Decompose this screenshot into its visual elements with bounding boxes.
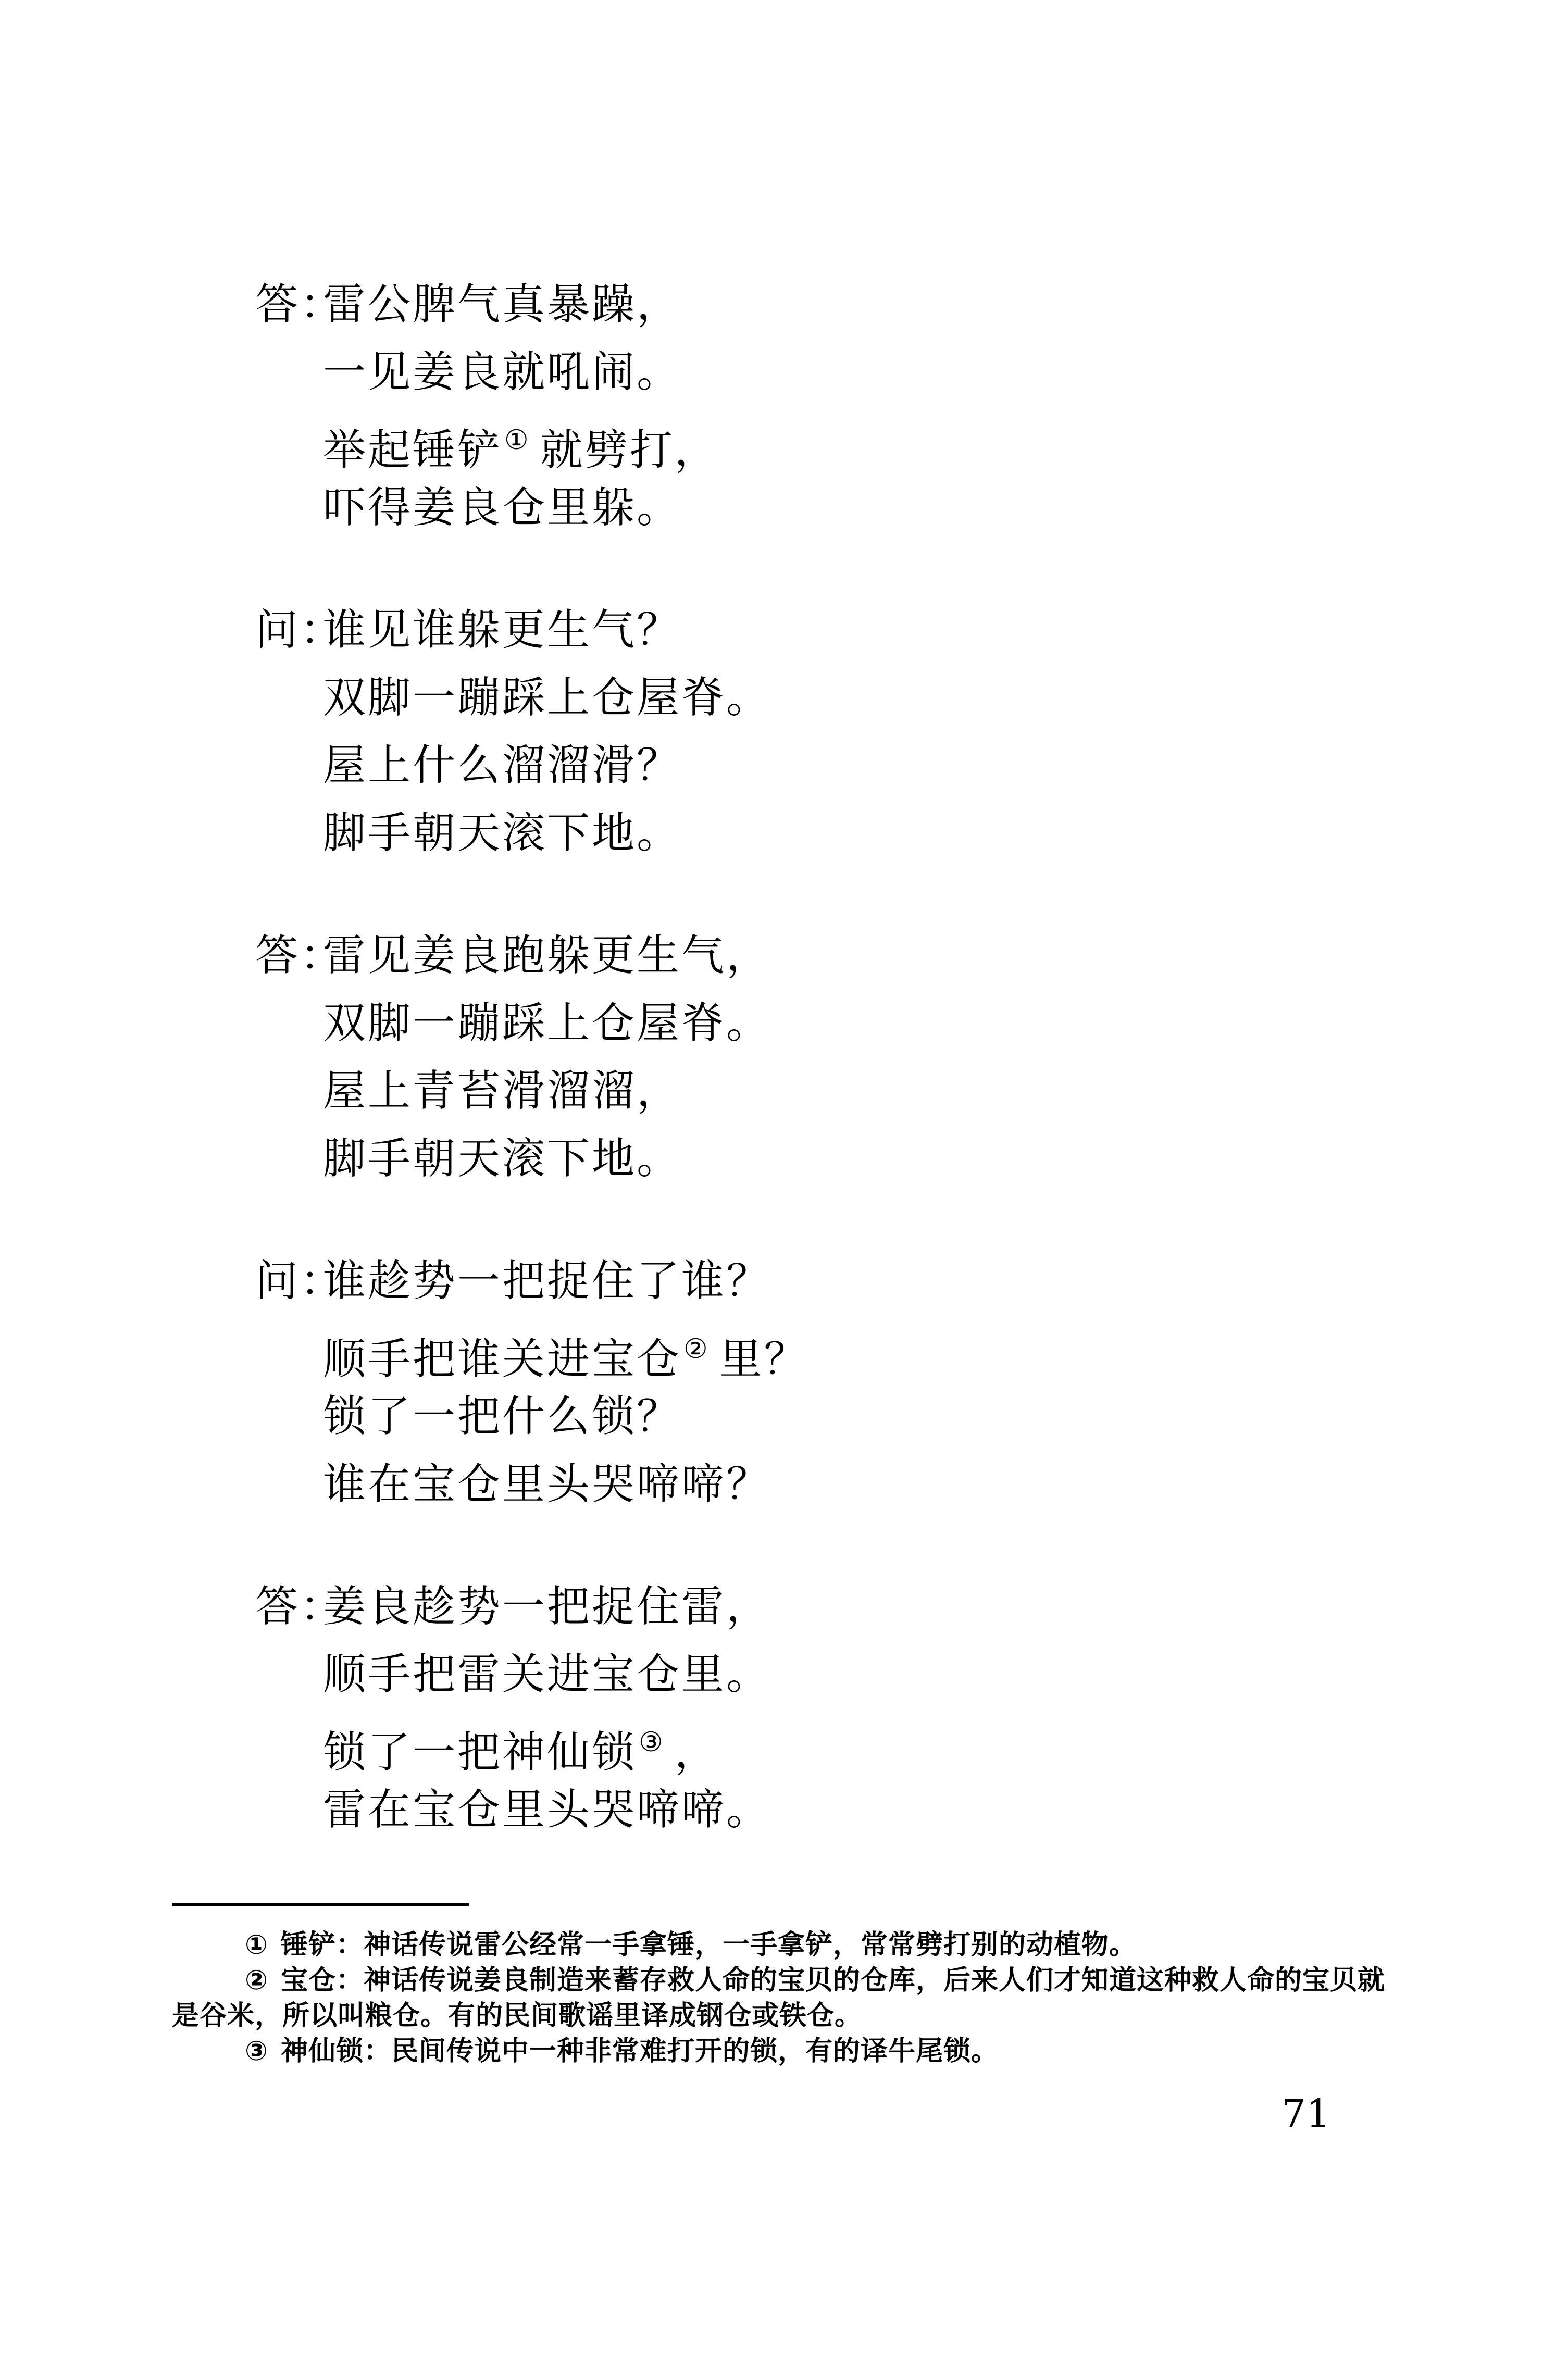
verse-line xyxy=(255,271,1349,339)
footnote-1 xyxy=(172,1927,1401,1963)
verse-line xyxy=(255,339,1349,406)
verse-text: 谁趁势一把捉住了谁？ xyxy=(323,1256,771,1306)
verse-line xyxy=(255,1573,1349,1641)
verse-text: 屋上什么溜溜滑？ xyxy=(323,741,682,790)
footnote-text: 宝仓：神话传说姜良制造来蓄存救人命的宝贝的仓库，后来人们才知道这种救人命的宝贝就是谷米，所以叫粮仓。有的民间歌谣里译成钢仓或铁仓。 xyxy=(172,1965,1386,2031)
page-number: 71 xyxy=(1281,2091,1331,2136)
verse-text: 里？ xyxy=(719,1334,809,1384)
verse-line xyxy=(255,922,1349,990)
verse-text: 双脚一蹦踩上仓屋脊。 xyxy=(323,673,771,722)
verse-text: 谁在宝仓里头哭啼啼？ xyxy=(323,1460,771,1509)
verse-line xyxy=(255,1708,1349,1776)
speaker-label: 问： xyxy=(255,605,345,655)
speaker-label: 答： xyxy=(255,931,345,980)
verse-text: 顺手把谁关进宝仓 xyxy=(323,1334,682,1384)
footnote-3 xyxy=(172,2034,1401,2069)
verse-text: 谁见谁躲更生气？ xyxy=(323,605,682,655)
verse-text: 锁了一把什么锁？ xyxy=(323,1392,682,1441)
verse-text: 屋上青苔滑溜溜， xyxy=(323,1066,682,1116)
verse-text: 顺手把雷关进宝仓里。 xyxy=(323,1650,771,1699)
verse-line xyxy=(255,1776,1349,1844)
footnote-text: 神仙锁：民间传说中一种非常难打开的锁，有的译牛尾锁。 xyxy=(281,2036,999,2067)
footnote-marker: ② xyxy=(683,1333,710,1365)
footnote-number: ① xyxy=(245,1929,269,1961)
verse-text: 雷在宝仓里头哭啼啼。 xyxy=(323,1785,771,1835)
stanza-5 xyxy=(255,1573,1349,1844)
verse-line xyxy=(255,1057,1349,1125)
verse-line xyxy=(255,474,1349,542)
footnotes xyxy=(172,1927,1401,2069)
verse-line xyxy=(255,664,1349,732)
verse-line xyxy=(255,596,1349,664)
verse-text: 锁了一把神仙锁 xyxy=(323,1728,637,1777)
stanza-2 xyxy=(255,596,1349,867)
verse-line xyxy=(255,990,1349,1057)
verse-line xyxy=(255,800,1349,867)
verse-text: 雷见姜良跑躲更生气， xyxy=(323,931,771,980)
footnote-number: ③ xyxy=(245,2036,269,2067)
verse-text: 一见姜良就吼闹。 xyxy=(323,347,682,397)
speaker-label: 问： xyxy=(255,1256,345,1306)
verse-text: 脚手朝天滚下地。 xyxy=(323,808,682,858)
verse-line xyxy=(255,1248,1349,1315)
footnote-2 xyxy=(172,1963,1401,2034)
footnote-text: 锤铲：神话传说雷公经常一手拿锤，一手拿铲，常常劈打别的动植物。 xyxy=(281,1929,1137,1961)
stanza-1 xyxy=(255,271,1349,542)
stanza-3 xyxy=(255,922,1349,1193)
verse-text: 举起锤铲 xyxy=(323,426,503,475)
verse-text: 吓得姜良仓里躲。 xyxy=(323,483,682,532)
verse-line xyxy=(255,1125,1349,1193)
verse-text: 就劈打， xyxy=(540,426,719,475)
verse-line xyxy=(255,1383,1349,1451)
verse-line xyxy=(255,1315,1349,1383)
footnote-number: ② xyxy=(245,1965,269,1996)
verse-text: 双脚一蹦踩上仓屋脊。 xyxy=(323,999,771,1048)
verse-text: ， xyxy=(674,1728,719,1777)
speaker-label: 答： xyxy=(255,280,345,329)
verse-text: 雷公脾气真暴躁， xyxy=(323,280,682,329)
verse-line xyxy=(255,732,1349,800)
verse-line xyxy=(255,1641,1349,1708)
stanza-4 xyxy=(255,1248,1349,1518)
verse-line xyxy=(255,406,1349,474)
footnote-marker: ③ xyxy=(639,1727,665,1758)
verse-text: 脚手朝天滚下地。 xyxy=(323,1134,682,1183)
footnote-marker: ① xyxy=(504,425,531,456)
footnote-divider xyxy=(172,1903,469,1906)
speaker-label: 答： xyxy=(255,1582,345,1631)
verse-text: 姜良趁势一把捉住雷， xyxy=(323,1582,771,1631)
verse-line xyxy=(255,1451,1349,1518)
